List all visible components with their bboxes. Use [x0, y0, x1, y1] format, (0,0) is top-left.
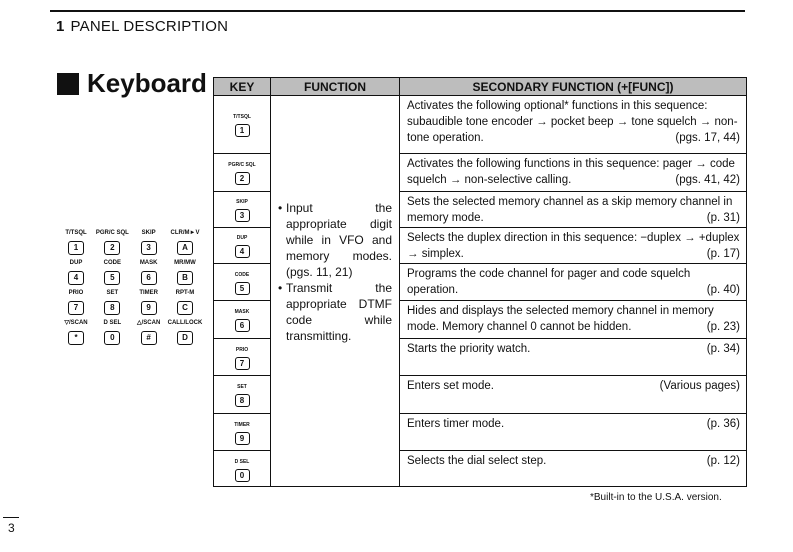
key-cell — [214, 162, 270, 186]
keypad-key-group — [94, 259, 130, 285]
row-divider — [214, 450, 270, 451]
keypad-key: 9 — [141, 301, 157, 315]
keypad-key-group — [94, 319, 130, 345]
keypad-key-group — [167, 259, 203, 285]
key-button: 8 — [235, 394, 250, 407]
keypad-key-label: CALL/LOCK — [167, 320, 203, 326]
header-function: FUNCTION — [271, 78, 399, 96]
keypad-key: 5 — [104, 271, 120, 285]
key-button: 9 — [235, 432, 250, 445]
page-number-rule — [3, 517, 19, 518]
row-divider — [214, 153, 270, 154]
page-reference: (p. 17) — [706, 248, 740, 260]
keypad-key-label: PGR/C SQL — [95, 230, 129, 236]
keypad-key-label: TIMER — [139, 290, 158, 296]
column-divider — [270, 78, 271, 486]
secondary-function-cell — [407, 156, 740, 188]
secondary-function-text: Hides and displays the selected memory channel in memory mode. Memory channel 0 cannot be hidden. — [407, 305, 714, 333]
key-label: T/TSQL — [233, 114, 251, 120]
key-label: TIMER — [234, 421, 250, 428]
row-divider — [214, 413, 270, 414]
keypad-key: 0 — [104, 331, 120, 345]
page-reference: (p. 12) — [706, 455, 740, 467]
row-divider — [214, 263, 270, 264]
keypad-key: 2 — [104, 241, 120, 255]
key-button: 7 — [235, 357, 250, 370]
key-button: 2 — [235, 172, 250, 185]
page-reference: (p. 40) — [706, 284, 740, 296]
key-label: SKIP — [236, 199, 248, 205]
key-button: 4 — [235, 245, 250, 258]
section-title: PANEL DESCRIPTION — [70, 18, 229, 35]
keypad-key-group — [167, 289, 203, 315]
keypad-row — [58, 229, 203, 255]
keypad-key-label: T/TSQL — [65, 230, 87, 236]
row-divider — [214, 375, 270, 376]
keypad-row — [58, 289, 203, 315]
key-cell — [214, 199, 270, 223]
keypad-row — [58, 259, 203, 285]
secondary-function-text: Enters timer mode. — [407, 418, 505, 430]
secondary-function-cell — [407, 194, 740, 226]
keypad-key: # — [141, 331, 157, 345]
secondary-function-text: Selects the dial select step. — [407, 455, 547, 467]
key-button: 1 — [235, 124, 250, 137]
secondary-function-cell — [407, 341, 740, 357]
row-divider — [214, 338, 270, 339]
keypad-key-label: △/SCAN — [137, 320, 161, 326]
key-cell — [214, 347, 270, 371]
key-cell — [214, 114, 270, 138]
row-divider — [214, 300, 270, 301]
key-label: SET — [237, 384, 247, 390]
keypad-key-group — [94, 229, 130, 255]
keypad-key-group — [94, 289, 130, 315]
top-rule — [50, 10, 745, 12]
keypad-key-label: MASK — [139, 260, 158, 266]
keypad-key: 7 — [68, 301, 84, 315]
key-cell — [214, 422, 270, 446]
keypad-row — [58, 319, 203, 345]
row-divider — [399, 413, 746, 414]
row-divider — [214, 191, 270, 192]
function-cell — [278, 200, 392, 344]
keypad-key: B — [177, 271, 193, 285]
secondary-function-cell — [407, 378, 740, 394]
key-cell — [214, 459, 270, 483]
keypad-key-group — [131, 259, 167, 285]
key-button: 0 — [235, 469, 250, 482]
secondary-function-text: Activates the following optional* functions in this sequence: subaudible tone encoder → pocket beep → tone squelch → non-tone operation. — [407, 100, 738, 144]
row-divider — [399, 191, 746, 192]
row-divider — [214, 227, 270, 228]
row-divider — [399, 263, 746, 264]
page-number: 3 — [8, 521, 15, 535]
keypad-key-group — [58, 289, 94, 315]
keypad-key-group — [58, 319, 94, 345]
secondary-function-text: Programs the code channel for pager and code squelch operation. — [407, 268, 691, 296]
section-number: 1 — [56, 18, 65, 35]
page-reference: (Various pages) — [659, 380, 740, 392]
key-label: PRIO — [235, 346, 249, 353]
keypad-key-group — [131, 229, 167, 255]
keypad-key-group — [167, 319, 203, 345]
function-bullet: • Transmit the appropriate DTMF code while transmitting. — [278, 280, 392, 344]
keyboard-table — [213, 77, 747, 487]
secondary-function-text: Enters set mode. — [407, 380, 494, 392]
page-reference: (p. 31) — [706, 212, 740, 224]
keyboard-title: Keyboard — [87, 68, 207, 98]
keypad-key: 8 — [104, 301, 120, 315]
keypad-key-group — [58, 229, 94, 255]
secondary-function-cell — [407, 98, 740, 146]
row-divider — [399, 300, 746, 301]
row-divider — [399, 338, 746, 339]
keypad-key: 4 — [68, 271, 84, 285]
keypad-key: 6 — [141, 271, 157, 285]
heading-square-icon — [57, 73, 79, 95]
row-divider — [399, 450, 746, 451]
keypad-key-label: ▽/SCAN — [64, 320, 88, 326]
keypad-key: 1 — [68, 241, 84, 255]
secondary-function-cell — [407, 453, 740, 469]
key-label: D SEL — [234, 458, 250, 465]
key-label: MASK — [234, 309, 250, 315]
key-label: CODE — [234, 271, 250, 278]
key-button: 6 — [235, 319, 250, 332]
keypad-key-label: CLR/M►V — [170, 230, 200, 236]
section-header — [56, 18, 228, 35]
secondary-function-cell — [407, 230, 740, 262]
keypad-key-group — [58, 259, 94, 285]
keypad-key-group — [131, 319, 167, 345]
keypad-illustration — [58, 229, 208, 349]
secondary-function-text: Selects the duplex direction in this sequence: −duplex → +duplex → simplex. — [407, 232, 740, 260]
footnote: *Built-in to the U.S.A. version. — [590, 492, 722, 503]
key-cell — [214, 235, 270, 259]
keypad-key-label: CODE — [103, 260, 121, 266]
key-cell — [214, 272, 270, 296]
header-key: KEY — [214, 78, 270, 96]
keypad-key: 3 — [141, 241, 157, 255]
key-button: 5 — [235, 282, 250, 295]
row-divider — [399, 375, 746, 376]
page-reference: (p. 34) — [706, 343, 740, 355]
keypad-key: * — [68, 331, 84, 345]
page-reference: (pgs. 41, 42) — [675, 174, 740, 186]
keypad-key-label: PRIO — [68, 290, 84, 296]
header-secondary-function: SECONDARY FUNCTION (+[FUNC]) — [400, 78, 746, 96]
keypad-key-label: MR/MW — [174, 260, 196, 266]
keypad-key-group — [167, 229, 203, 255]
key-cell — [214, 384, 270, 408]
secondary-function-text: Sets the selected memory channel as a skip memory channel in memory mode. — [407, 196, 733, 224]
keypad-key-label: SKIP — [141, 230, 156, 236]
keypad-key-label: RPT-M — [175, 290, 195, 296]
key-button: 3 — [235, 209, 250, 222]
keypad-key-group — [131, 289, 167, 315]
function-bullet: • Input the appropriate digit while in VFO and memory modes. (pgs. 11, 21) — [278, 200, 392, 280]
column-divider — [399, 78, 400, 486]
key-label: DUP — [236, 235, 248, 241]
keypad-key: C — [177, 301, 193, 315]
keyboard-heading — [57, 68, 207, 99]
row-divider — [399, 153, 746, 154]
keypad-key: D — [177, 331, 193, 345]
secondary-function-text: Activates the following functions in this sequence: pager → code squelch → non-selective calling. — [407, 158, 735, 186]
keypad-key-label: SET — [106, 290, 119, 296]
page-reference: (p. 23) — [706, 321, 740, 333]
secondary-function-cell — [407, 416, 740, 432]
secondary-function-text: Starts the priority watch. — [407, 343, 531, 355]
keypad-key-label: D SEL — [103, 320, 122, 326]
row-divider — [399, 227, 746, 228]
page-reference: (pgs. 17, 44) — [675, 132, 740, 144]
keypad-key-label: DUP — [69, 260, 83, 266]
secondary-function-cell — [407, 266, 740, 298]
key-cell — [214, 309, 270, 333]
page-reference: (p. 36) — [706, 418, 740, 430]
key-label: PGR/C SQL — [228, 162, 256, 168]
secondary-function-cell — [407, 303, 740, 335]
keypad-key: A — [177, 241, 193, 255]
